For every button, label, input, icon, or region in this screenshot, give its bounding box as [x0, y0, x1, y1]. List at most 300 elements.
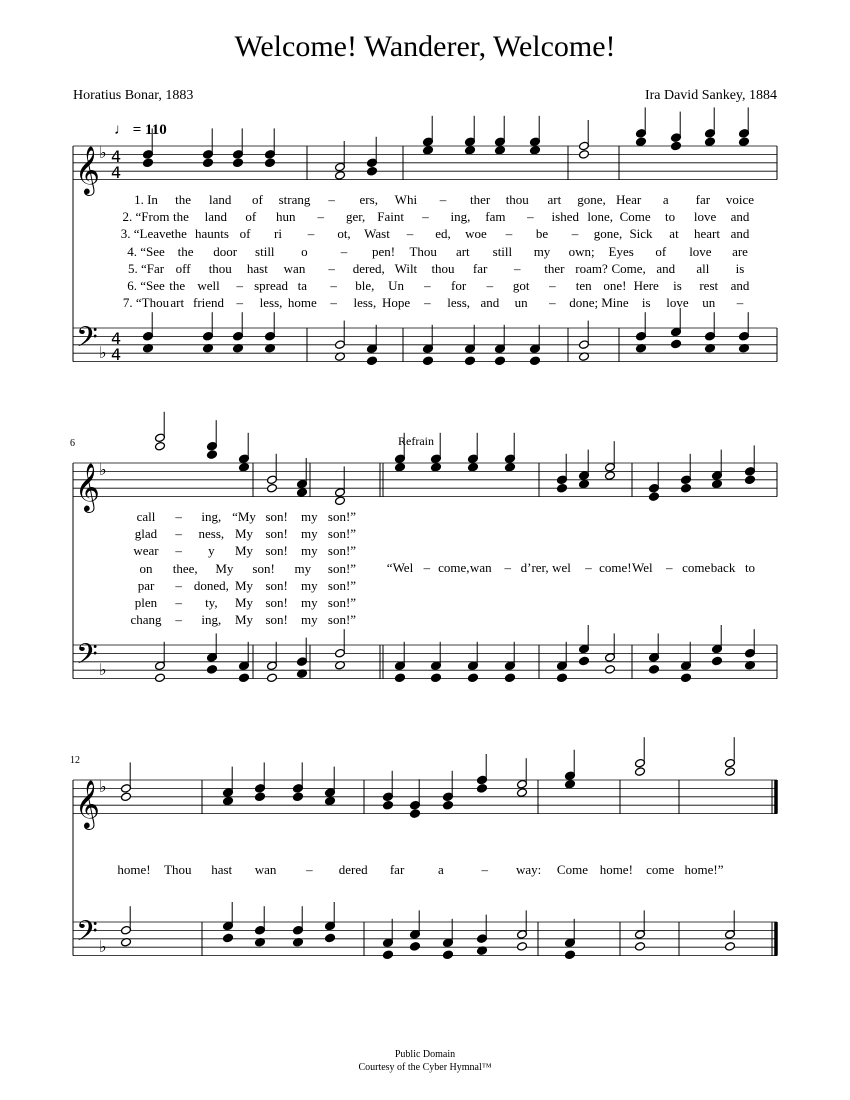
lyric-syllable: and	[730, 209, 750, 225]
notehead	[121, 792, 132, 802]
lyric-syllable: ished	[551, 209, 580, 225]
lyric-syllable: wan	[283, 260, 306, 276]
notehead	[203, 158, 214, 168]
notehead	[649, 492, 660, 502]
lyric-syllable: gone,	[593, 226, 623, 242]
lyric-syllable: haunts	[195, 226, 229, 242]
lyric-syllable: less,	[447, 295, 470, 311]
lyric-syllable: my	[301, 595, 318, 610]
notehead	[579, 150, 590, 160]
lyric-syllable: chang	[130, 612, 162, 628]
lyric-syllable: the	[177, 243, 194, 259]
lyric-syllable: y	[208, 543, 215, 559]
lyric-syllable: My	[234, 595, 254, 610]
lyric-syllable: 1. In	[134, 192, 158, 207]
bass-clef: 𝄢	[76, 915, 98, 955]
lyric-syllable: come	[682, 560, 711, 575]
notehead	[517, 942, 528, 952]
lyric-syllable: love	[666, 295, 689, 311]
notehead	[477, 784, 488, 794]
key-signature-flat: ♭	[99, 660, 107, 679]
lyric-syllable: doned,	[193, 577, 229, 593]
lyric-syllable: glad	[134, 526, 158, 542]
time-signature: 4	[111, 147, 122, 166]
lyric-syllable: ot,	[337, 226, 351, 242]
notehead	[265, 158, 276, 168]
lyric-syllable: ble,	[355, 278, 375, 293]
lyric-syllable: Come	[619, 209, 651, 225]
lyric-hyphen: –	[505, 226, 513, 242]
lyric-hyphen: –	[328, 192, 335, 207]
lyric-hyphen: –	[424, 295, 431, 311]
lyric-syllable: wan	[254, 862, 277, 877]
lyric-syllable: home!	[599, 862, 633, 877]
notehead	[468, 673, 479, 683]
lyric-syllable: well	[197, 278, 220, 293]
notehead	[739, 137, 750, 147]
lyric-syllable: Wel	[631, 560, 653, 575]
lyric-syllable: 7. “Thou	[122, 295, 170, 311]
lyric-hyphen: –	[527, 209, 534, 225]
lyric-syllable: the	[172, 209, 189, 225]
key-signature-flat: ♭	[99, 777, 107, 796]
lyric-syllable: thou	[431, 260, 455, 276]
lyric-syllable: of	[251, 192, 263, 207]
lyric-syllable: thee,	[172, 560, 198, 576]
notehead	[325, 796, 336, 806]
lyric-syllable: at	[669, 226, 679, 242]
notehead	[143, 158, 154, 168]
lyric-syllable: got	[512, 278, 530, 293]
lyric-syllable: son!	[252, 560, 275, 576]
lyric-syllable: strang	[278, 192, 311, 207]
lyric-syllable: ther	[544, 260, 565, 276]
lyric-syllable: Hear	[615, 192, 642, 207]
lyric-hyphen: –	[317, 209, 324, 225]
notehead	[579, 479, 590, 489]
lyric-syllable: the	[175, 192, 192, 207]
lyric-syllable: the	[169, 278, 186, 293]
lyric-syllable: come,	[438, 560, 470, 575]
lyric-syllable: my	[294, 560, 312, 576]
lyric-syllable: Sick	[629, 226, 653, 242]
notehead	[335, 171, 346, 181]
lyric-syllable: far	[695, 192, 711, 207]
notehead	[325, 933, 336, 943]
lyric-syllable: come!	[599, 560, 632, 575]
notehead	[423, 356, 434, 366]
lyric-syllable: un	[514, 295, 528, 311]
lyric-syllable: of	[245, 209, 257, 225]
lyric-syllable: friend	[192, 295, 225, 311]
lyric-syllable: My	[234, 577, 254, 593]
notehead	[495, 356, 506, 366]
notehead	[605, 665, 616, 675]
notehead	[431, 673, 442, 683]
lyric-syllable: son!”	[327, 595, 357, 610]
treble-clef: 𝄞	[75, 145, 100, 194]
lyric-syllable: heart	[694, 226, 720, 242]
lyric-syllable: voice	[725, 192, 755, 207]
lyric-syllable: a	[662, 192, 669, 207]
lyric-hyphen: –	[665, 560, 673, 575]
notehead	[239, 462, 250, 472]
lyric-syllable: and	[730, 226, 750, 242]
lyric-syllable: Here	[633, 278, 659, 293]
lyric-hyphen: –	[504, 560, 511, 575]
notehead	[297, 488, 308, 498]
lyric-syllable: ty,	[205, 595, 218, 610]
lyric-syllable: dered,	[352, 260, 385, 276]
lyric-syllable: one!	[603, 278, 627, 293]
key-signature-flat: ♭	[99, 143, 107, 162]
notehead	[505, 462, 516, 472]
lyric-syllable: Come	[556, 862, 588, 877]
notehead	[383, 800, 394, 810]
lyric-hyphen: –	[422, 209, 429, 225]
lyric-syllable: my	[301, 526, 318, 542]
lyric-syllable: are	[732, 243, 748, 259]
notehead	[712, 656, 723, 666]
lyric-hyphen: –	[175, 612, 182, 628]
lyric-syllable: the	[171, 226, 187, 242]
notehead	[367, 356, 378, 366]
lyric-syllable: my	[533, 243, 551, 259]
notehead	[423, 145, 434, 155]
footer-license: Public Domain	[394, 1049, 456, 1060]
notehead	[155, 441, 166, 451]
notehead	[745, 475, 756, 485]
lyric-syllable: land	[209, 192, 232, 207]
notehead	[223, 933, 234, 943]
lyric-syllable: way:	[515, 862, 542, 877]
lyric-syllable: own;	[568, 243, 595, 259]
lyric-syllable: on	[139, 560, 153, 576]
notehead	[465, 356, 476, 366]
lyric-syllable: pen!	[372, 243, 396, 259]
lyric-hyphen: –	[736, 295, 744, 311]
notehead	[239, 673, 250, 683]
notehead	[410, 942, 421, 952]
lyric-syllable: “Wel	[386, 560, 414, 575]
lyric-syllable: done;	[569, 295, 599, 311]
lyric-syllable: son!	[265, 595, 288, 610]
time-signature: 4	[111, 163, 122, 182]
lyric-syllable: and	[480, 295, 500, 311]
notehead	[267, 673, 278, 683]
lyric-syllable: call	[136, 509, 156, 524]
notehead	[530, 356, 541, 366]
lyric-syllable: 4. “See	[127, 243, 165, 259]
lyric-syllable: a	[438, 862, 444, 877]
notehead	[565, 779, 576, 789]
lyric-syllable: is	[641, 295, 651, 311]
lyric-syllable: Hope	[382, 295, 411, 311]
lyric-syllable: son!	[265, 577, 288, 593]
notehead	[671, 339, 682, 349]
lyric-syllable: gone,	[577, 192, 606, 207]
lyric-syllable: and	[730, 278, 750, 293]
lyric-syllable: thou	[505, 192, 529, 207]
refrain-label: Refrain	[398, 434, 434, 448]
notehead	[293, 792, 304, 802]
lyric-syllable: is	[673, 278, 682, 293]
lyric-syllable: back	[710, 560, 736, 575]
lyric-syllable: less,	[353, 295, 377, 311]
lyric-hyphen: –	[175, 543, 182, 559]
bass-clef: 𝄢	[76, 638, 98, 678]
lyric-syllable: Mine	[601, 295, 629, 311]
lyric-syllable: home!	[117, 862, 151, 877]
notehead	[255, 792, 266, 802]
lyric-syllable: woe	[465, 226, 487, 242]
notehead	[517, 788, 528, 798]
lyric-hyphen: –	[306, 862, 313, 877]
lyric-hyphen: –	[514, 260, 521, 276]
time-signature: 4	[111, 329, 122, 348]
lyric-syllable: my	[301, 612, 318, 628]
lyric-syllable: ing,	[450, 209, 471, 225]
lyric-syllable: rest	[699, 278, 719, 293]
lyric-syllable: Thou	[164, 862, 192, 877]
lyric-hyphen: –	[236, 278, 244, 293]
tempo-marking: ♩ = 110	[114, 122, 167, 138]
lyric-syllable: come	[646, 862, 675, 877]
lyric-syllable: love	[693, 209, 717, 225]
key-signature-flat: ♭	[99, 343, 107, 362]
lyric-syllable: son!	[265, 612, 288, 628]
lyric-syllable: for	[451, 278, 467, 293]
notehead	[725, 767, 736, 777]
notehead	[635, 942, 646, 952]
lyric-syllable: Un	[388, 278, 405, 293]
lyric-hyphen: –	[406, 226, 414, 242]
notehead	[649, 665, 660, 675]
lyric-hyphen: –	[330, 295, 337, 311]
lyric-syllable: Come,	[611, 260, 646, 276]
lyric-syllable: thou	[208, 260, 232, 276]
notehead	[468, 462, 479, 472]
notehead	[233, 158, 244, 168]
lyric-syllable: 5. “Far	[127, 260, 165, 276]
lyric-syllable: hast	[211, 862, 233, 877]
lyric-syllable: wel	[552, 560, 571, 575]
lyric-syllable: is	[735, 260, 745, 276]
treble-clef: 𝄞	[75, 779, 100, 828]
lyric-syllable: lone,	[587, 209, 614, 225]
lyric-syllable: far	[389, 862, 405, 877]
lyric-syllable: son!”	[327, 577, 357, 593]
lyric-syllable: art	[547, 192, 562, 207]
notehead	[557, 483, 568, 493]
lyric-syllable: my	[301, 577, 318, 593]
lyric-syllable: to	[744, 560, 756, 575]
notehead	[579, 656, 590, 666]
measure-number-6: 6	[70, 438, 75, 449]
lyric-syllable: son!”	[327, 543, 357, 559]
lyric-syllable: wan	[469, 560, 492, 575]
lyric-hyphen: –	[549, 295, 556, 311]
lyric-syllable: far	[472, 260, 488, 276]
notehead	[410, 809, 421, 819]
key-signature-flat: ♭	[99, 460, 107, 479]
lyric-syllable: ther	[470, 192, 491, 207]
notehead	[335, 496, 346, 506]
notehead	[267, 483, 278, 493]
bass-clef: 𝄢	[76, 321, 98, 361]
lyric-syllable: still	[492, 243, 513, 259]
lyric-hyphen: –	[175, 595, 182, 610]
lyric-syllable: spread	[254, 278, 289, 293]
lyric-syllable: home!”	[684, 862, 724, 877]
notehead	[383, 950, 394, 960]
lyric-syllable: be	[535, 226, 549, 242]
lyric-syllable: my	[301, 543, 318, 559]
notehead	[431, 462, 442, 472]
notehead	[681, 483, 692, 493]
notehead	[465, 145, 476, 155]
lyric-hyphen: –	[330, 278, 337, 293]
lyric-hyphen: –	[236, 295, 244, 311]
lyric-syllable: to	[665, 209, 676, 225]
lyric-syllable: “My	[232, 509, 256, 524]
lyric-syllable: Eyes	[608, 243, 634, 259]
lyric-hyphen: –	[571, 226, 579, 242]
lyric-syllable: par	[137, 577, 155, 593]
lyric-hyphen: –	[424, 278, 431, 293]
lyric-syllable: Wast	[364, 226, 390, 242]
lyric-syllable: ing,	[201, 509, 222, 524]
notehead	[443, 800, 454, 810]
lyric-syllable: son!	[265, 526, 288, 542]
lyric-syllable: ness,	[198, 526, 225, 542]
lyric-syllable: Thou	[409, 243, 437, 259]
lyric-syllable: ten	[575, 278, 592, 293]
lyric-syllable: less,	[259, 295, 283, 311]
lyric-syllable: ri	[274, 226, 282, 242]
notehead	[155, 673, 166, 683]
lyric-hyphen: –	[585, 560, 592, 575]
lyric-syllable: Faint	[377, 209, 404, 225]
notehead	[671, 141, 682, 151]
treble-clef: 𝄞	[75, 462, 100, 511]
lyric-syllable: o	[301, 243, 308, 259]
lyric-syllable: ers,	[359, 192, 378, 207]
lyric-syllable: hast	[246, 260, 268, 276]
lyric-hyphen: –	[175, 509, 182, 524]
lyric-syllable: son!	[265, 509, 288, 524]
lyric-syllable: 2. “From	[122, 209, 170, 225]
lyric-syllable: son!”	[327, 560, 357, 576]
lyric-syllable: 6. “See	[127, 278, 165, 293]
lyric-hyphen: –	[307, 226, 315, 242]
notehead	[635, 767, 646, 777]
lyric-syllable: home	[287, 295, 317, 311]
notehead	[705, 137, 716, 147]
lyric-hyphen: –	[481, 862, 489, 877]
lyric-syllable: son!	[265, 543, 288, 559]
time-signature: 4	[111, 345, 122, 364]
lyric-syllable: ger,	[345, 209, 366, 225]
lyric-syllable: My	[234, 526, 254, 542]
composer-credit: Ira David Sankey, 1884	[644, 88, 777, 103]
lyric-syllable: ta	[297, 278, 308, 293]
lyric-syllable: and	[656, 260, 676, 276]
lyric-syllable: roam?	[575, 260, 608, 276]
lyric-syllable: art	[455, 243, 470, 259]
notehead	[223, 796, 234, 806]
notehead	[530, 145, 541, 155]
lyric-hyphen: –	[423, 560, 431, 575]
footer	[0, 1048, 850, 1074]
lyric-syllable: of	[655, 243, 667, 259]
lyric-hyphen: –	[439, 192, 447, 207]
notehead	[207, 665, 218, 675]
lyric-syllable: love	[689, 243, 712, 259]
lyric-syllable: un	[702, 295, 716, 311]
notehead	[443, 950, 454, 960]
lyric-hyphen: –	[175, 526, 182, 542]
footer-courtesy: Courtesy of the Cyber Hymnal™	[358, 1062, 492, 1073]
lyric-syllable: art	[170, 295, 185, 311]
lyric-syllable: land	[204, 209, 228, 225]
poet-credit: Horatius Bonar, 1883	[73, 88, 194, 103]
measure-number-12: 12	[70, 755, 80, 766]
notehead	[505, 673, 516, 683]
lyric-syllable: Wilt	[394, 260, 418, 276]
lyric-syllable: plen	[134, 595, 158, 610]
notehead	[395, 462, 406, 472]
notehead	[725, 942, 736, 952]
lyric-syllable: son!”	[327, 612, 357, 628]
lyric-syllable: My	[234, 612, 254, 628]
score-title: Welcome! Wanderer, Welcome!	[234, 30, 616, 63]
lyric-syllable: ed,	[435, 226, 451, 242]
lyric-syllable: still	[255, 243, 275, 259]
lyric-syllable: off	[175, 260, 191, 276]
lyric-syllable: hun	[276, 209, 296, 225]
notehead	[207, 450, 218, 460]
key-signature-flat: ♭	[99, 937, 107, 956]
lyric-syllable: d’rer,	[520, 560, 549, 575]
lyric-syllable: Whi	[394, 192, 418, 207]
lyric-hyphen: –	[328, 260, 335, 276]
notehead	[681, 673, 692, 683]
lyric-hyphen: –	[549, 278, 556, 293]
lyric-syllable: 3. “Leave	[120, 226, 172, 242]
lyric-syllable: wear	[133, 543, 159, 559]
notehead	[557, 673, 568, 683]
notehead	[712, 479, 723, 489]
notehead	[367, 166, 378, 176]
notehead	[605, 471, 616, 481]
notehead	[565, 950, 576, 960]
notehead	[636, 137, 647, 147]
lyric-syllable: My	[234, 543, 254, 559]
lyric-syllable: all	[696, 260, 710, 276]
lyric-hyphen: –	[486, 278, 494, 293]
lyric-hyphen: –	[340, 243, 348, 259]
lyric-syllable: fam	[485, 209, 506, 225]
lyric-syllable: my	[301, 509, 318, 524]
lyric-syllable: ing,	[201, 612, 222, 628]
lyric-syllable: dered	[338, 862, 368, 877]
lyric-hyphen: –	[175, 577, 182, 593]
lyric-syllable: My	[215, 560, 234, 576]
notehead	[395, 673, 406, 683]
lyric-syllable: son!”	[327, 509, 357, 524]
notehead	[495, 145, 506, 155]
